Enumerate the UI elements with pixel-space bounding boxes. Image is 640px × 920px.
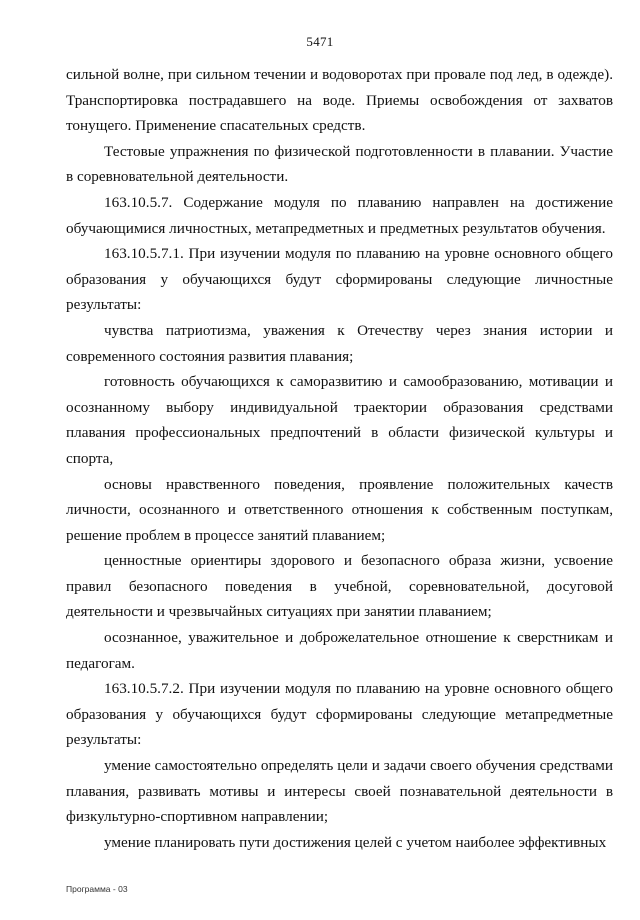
paragraph: 163.10.5.7.1. При изучении модуля по плаванию на уровне основного общего образования у обучающихся будут сформированы следующие личностные результаты: — [66, 245, 613, 314]
paragraph: сильной волне, при сильном течении и водоворотах при провале под лед, в одежде). Транспортировка пострадавшего на воде. Приемы освобождения от захватов тонущего. Применение спасательных средств. — [66, 66, 613, 135]
paragraph: ценностные ориентиры здорового и безопасного образа жизни, усвоение правил безопасного поведения в учебной, соревновательной, досуговой деятельности и чрезвычайных ситуациях при занятии плаванием; — [66, 552, 613, 621]
footer-label: Программа - 03 — [66, 884, 128, 894]
page-number: 5471 — [306, 34, 334, 49]
document-body — [66, 62, 613, 855]
paragraph: основы нравственного поведения, проявление положительных качеств личности, осознанного и ответственного отношения к собственным поступкам, решение проблем в процессе занятий плаванием; — [66, 475, 613, 544]
paragraph: чувства патриотизма, уважения к Отечеству через знания истории и современного состояния развития плавания; — [66, 321, 613, 365]
paragraph: 163.10.5.7.2. При изучении модуля по плаванию на уровне основного общего образования у обучающихся будут сформированы следующие метапредметные результаты: — [66, 680, 613, 749]
paragraph: умение планировать пути достижения целей с учетом наиболее эффективных — [104, 833, 607, 851]
paragraph: Тестовые упражнения по физической подготовленности в плавании. Участие в соревновательной деятельности. — [66, 142, 613, 186]
paragraph: умение самостоятельно определять цели и задачи своего обучения средствами плавания, развивать мотивы и интересы своей познавательной деятельности в физкультурно-спортивном направлении; — [66, 757, 613, 826]
paragraph: готовность обучающихся к саморазвитию и самообразованию, мотивации и осознанному выбору индивидуальной траектории образования средствами плавания профессиональных предпочтений в области физической культуры и спорта, — [66, 373, 613, 467]
paragraph: 163.10.5.7. Содержание модуля по плаванию направлен на достижение обучающимися личностных, метапредметных и предметных результатов обучения. — [66, 193, 613, 237]
paragraph: осознанное, уважительное и доброжелательное отношение к сверстникам и педагогам. — [66, 629, 613, 672]
